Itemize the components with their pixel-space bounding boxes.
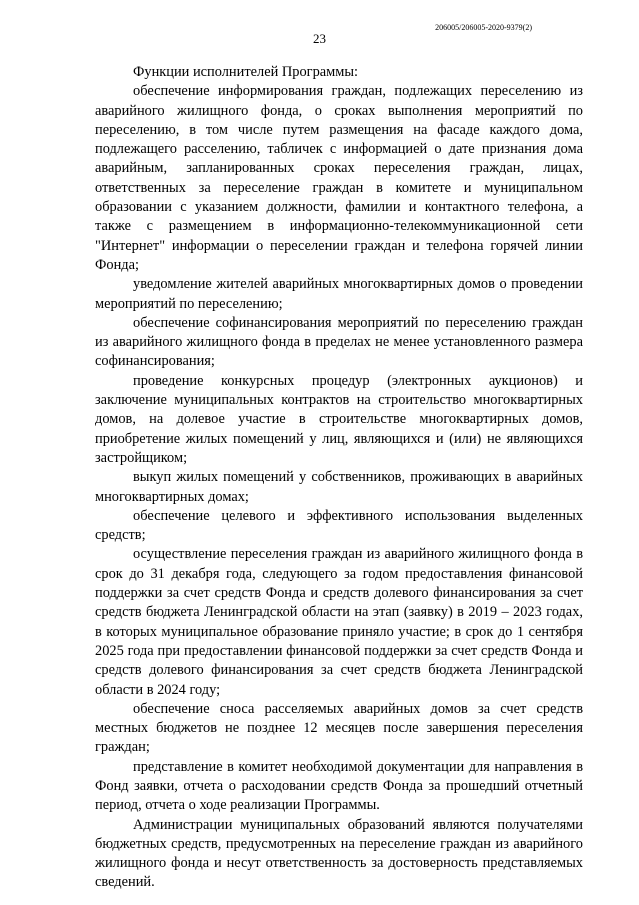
paragraph-resettlement-deadlines: осуществление переселения граждан из аварийного жилищного фонда в срок до 31 декабря года, следующего за годом предоставления финансовой поддержки за счет средств Фонда и средств долевого финансирования за счет средств бюджета Ленинградской области на этап (заявку) в 2019 – 2023 годах, в которых муниципальное образование приняло участие; в срок до 1 сентября 2025 года при предоставлении финансовой поддержки за счет средств Фонда и средств долевого финансирования за счет средств бюджета Ленинградской области в 2024 году; <box>95 546 583 698</box>
paragraph-administrations: Администрации муниципальных образований являются получателями бюджетных средств, предусмотренных на переселение граждан из аварийного жилищного фонда и несут ответственность за достоверность представляемых сведений. <box>95 816 583 891</box>
paragraph-notifying-residents: уведомление жителей аварийных многоквартирных домов о проведении мероприятий по переселению; <box>95 276 583 312</box>
document-body <box>95 63 583 893</box>
document-id: 206005/206005-2020-9379(2) <box>435 23 532 32</box>
paragraph-funds-usage: обеспечение целевого и эффективного использования выделенных средств; <box>95 507 583 544</box>
paragraph-cofinancing: обеспечение софинансирования мероприятий по переселению граждан из аварийного жилищного фонда в пределах не менее установленного размера софинансирования; <box>95 314 583 370</box>
paragraph-procurement: проведение конкурсных процедур (электронных аукционов) и заключение муниципальных контрактов на строительство многоквартирных домов, на долевое участие в строительстве многоквартирных домов, приобретение жилых помещений у лиц, являющихся и (или) не являющихся застройщиком; <box>95 372 583 466</box>
paragraph-documentation: представление в комитет необходимой документации для направления в Фонд заявки, отчета о расходовании средств Фонда за прошедший отчетный период, отчета о ходе реализации Программы. <box>95 758 583 814</box>
paragraph-demolition: обеспечение сноса расселяемых аварийных домов за счет средств местных бюджетов не позднее 12 месяцев после завершения переселения граждан; <box>95 700 583 756</box>
paragraph-buyout: выкуп жилых помещений у собственников, проживающих в аварийных многоквартирных домах; <box>95 469 583 505</box>
page-number: 23 <box>313 31 326 46</box>
paragraph-informing-citizens: обеспечение информирования граждан, подлежащих переселению из аварийного жилищного фонда, о сроках выполнения мероприятий по переселению, в том числе путем размещения на фасаде каждого дома, подлежащего расселению, табличек с информацией о дате признания дома аварийным, запланированных сроках переселения граждан, лицах, ответственных за переселение граждан в комитете и муниципальном образовании с указанием должности, фамилии и контактного телефона, а также с размещением в информационно-телекоммуникационной сети "Интернет" информации о переселении граждан и телефона горячей линии Фонда; <box>95 83 583 273</box>
section-heading-paragraph: Функции исполнителей Программы: <box>133 64 359 80</box>
